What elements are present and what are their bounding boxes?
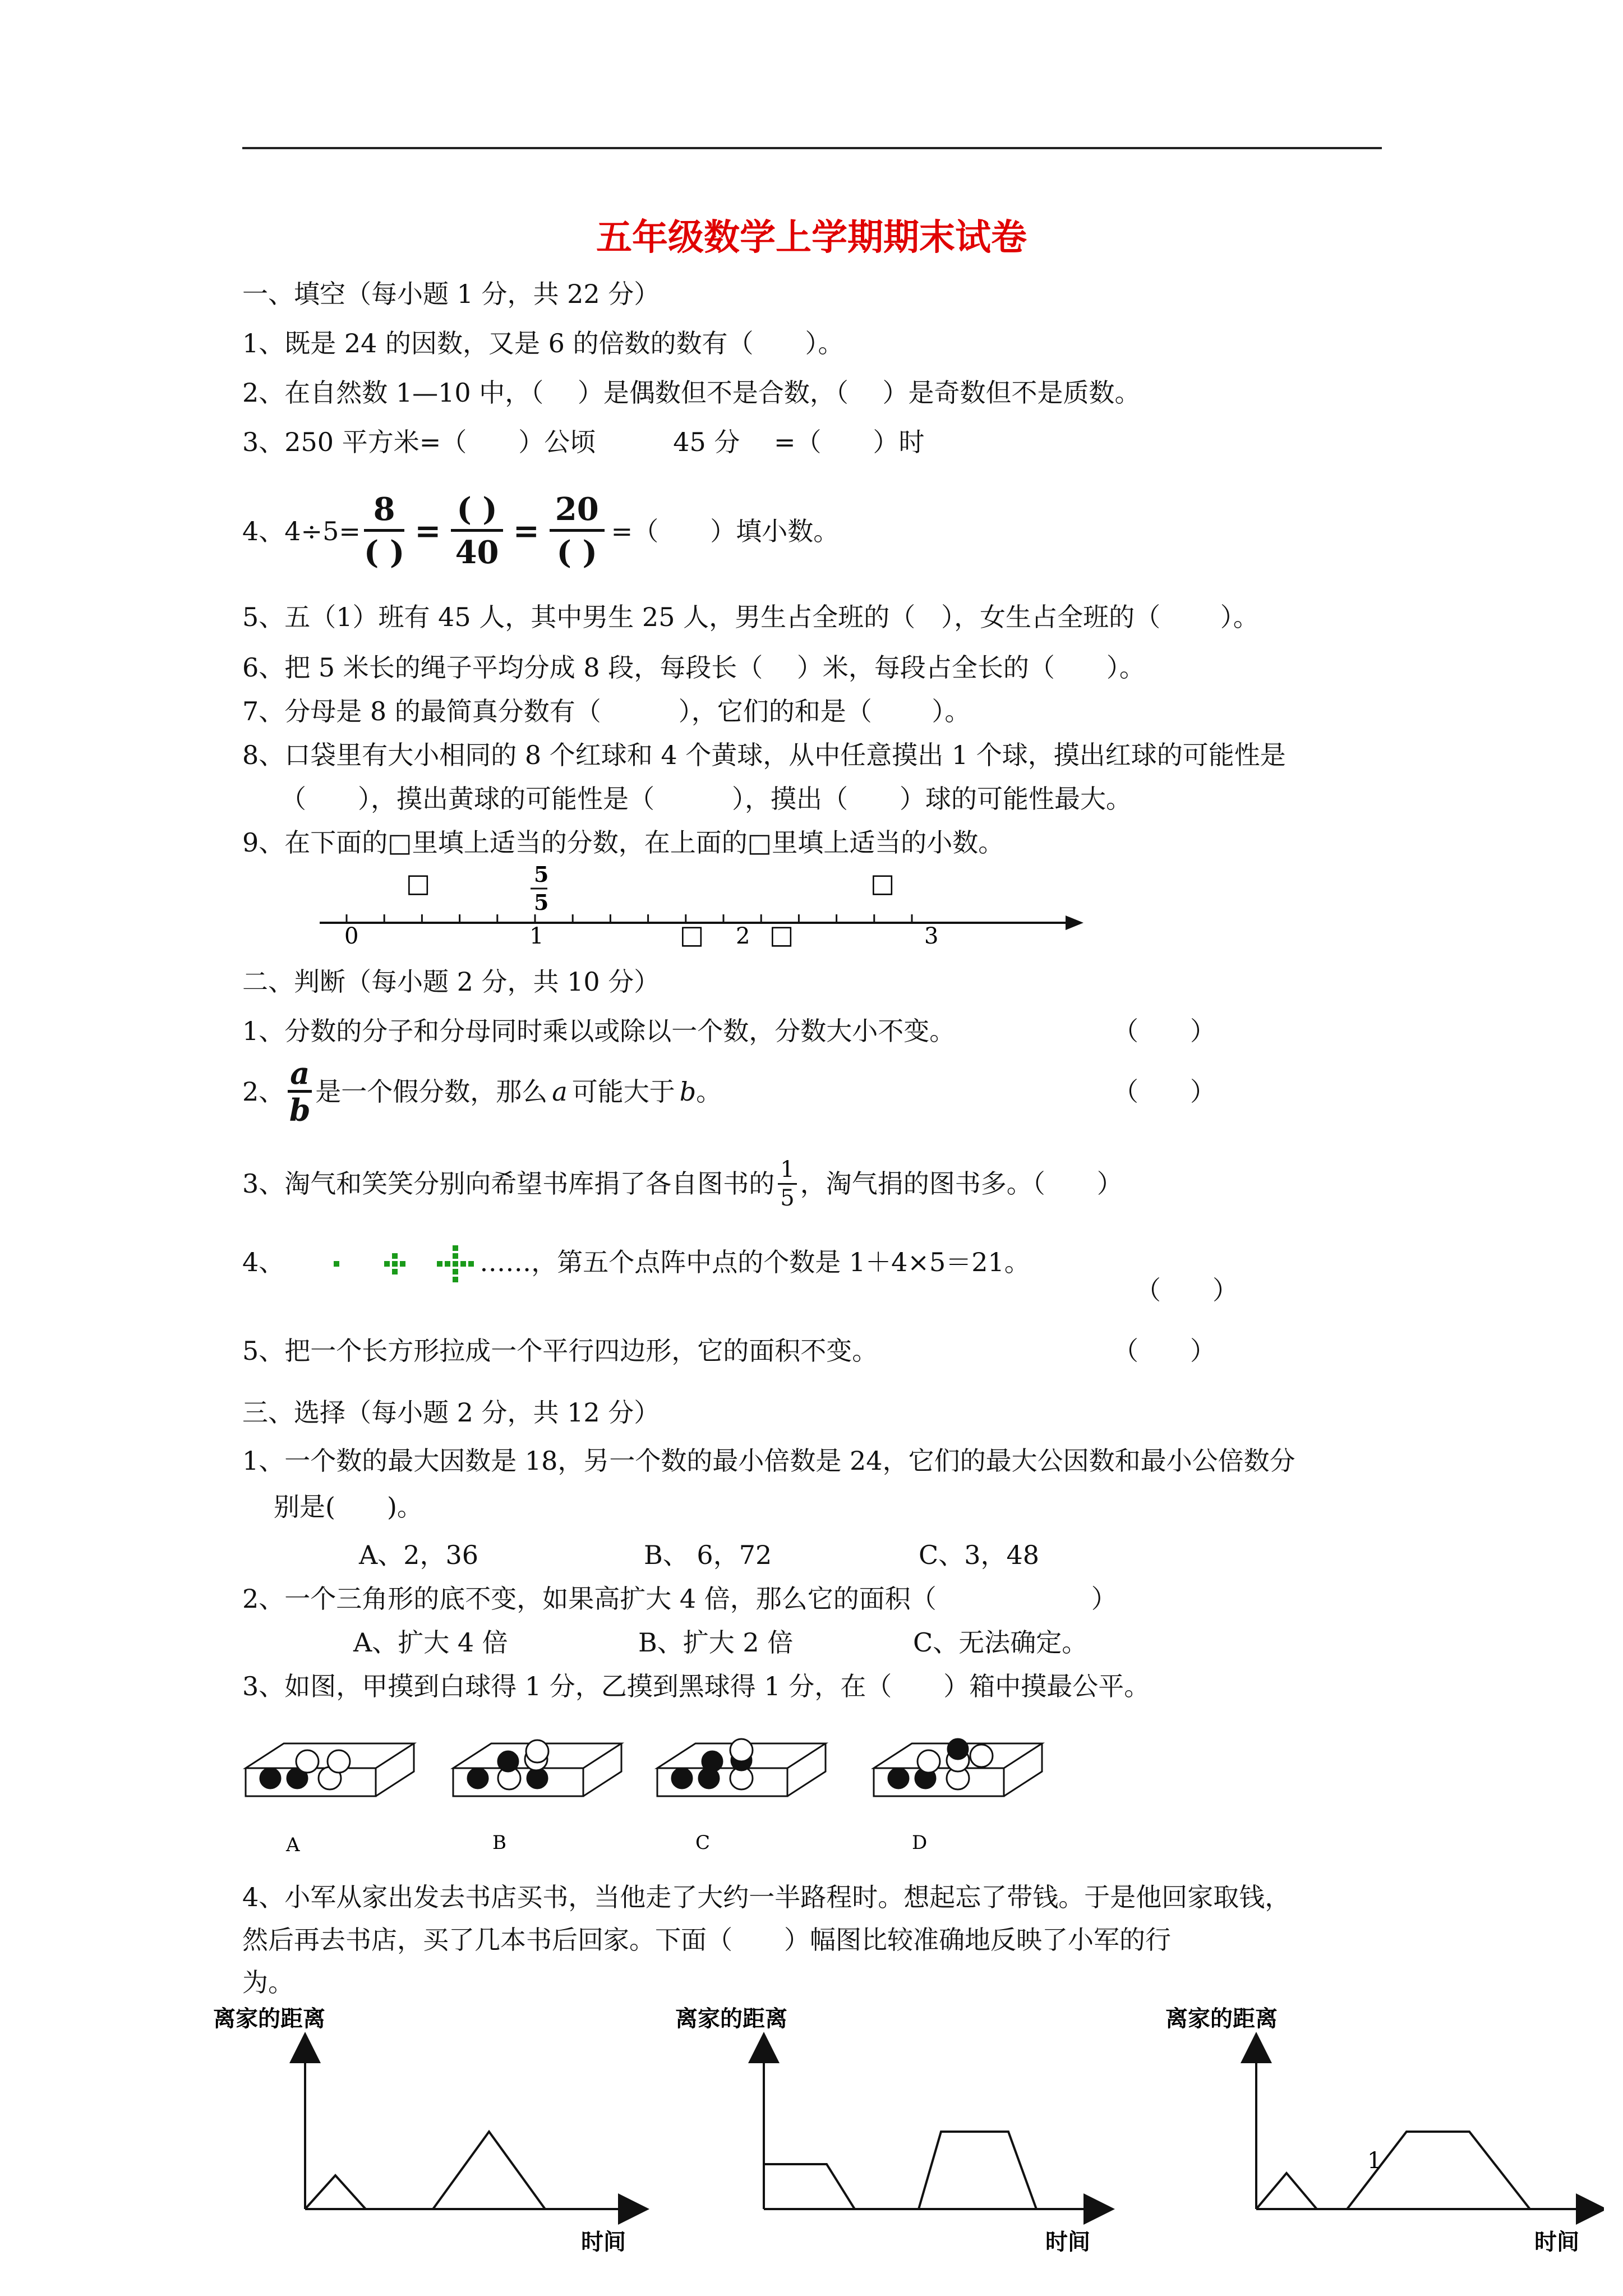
page-title: 五年级数学上学期期末试卷 bbox=[596, 217, 1027, 259]
s2-q2-prefix: 2、 bbox=[242, 1076, 285, 1107]
fraction-label-num: 5 bbox=[534, 862, 549, 887]
s1-q5: 5、五（1）班有 45 人，其中男生 25 人，男生占全班的（ ），女生占全班的（ ）。 bbox=[242, 602, 1259, 632]
s3-q2: 2、一个三角形的底不变，如果高扩大 4 倍，那么它的面积（ ） bbox=[242, 1584, 1117, 1614]
tick-label-3: 3 bbox=[924, 923, 939, 949]
distance-time-graphs bbox=[202, 1997, 1604, 2255]
answer-paren: （ ） bbox=[1113, 1076, 1216, 1107]
white-ball bbox=[730, 1739, 753, 1761]
answer-box-top: □ bbox=[406, 868, 431, 898]
s2-q3 bbox=[242, 1150, 1123, 1217]
graph-1 bbox=[213, 2005, 634, 2255]
s2-q1: 1、分数的分子和分母同时乘以或除以一个数，分数大小不变。 bbox=[242, 1016, 956, 1046]
s2-q2-mid: 可能大于 bbox=[571, 1076, 675, 1107]
equals-sign: = bbox=[414, 513, 441, 550]
fraction-denominator: b bbox=[289, 1092, 311, 1128]
black-ball bbox=[948, 1739, 968, 1759]
white-ball bbox=[526, 1740, 548, 1763]
box-label-a: A bbox=[286, 1834, 300, 1856]
fraction-denominator: ( ) bbox=[556, 533, 597, 571]
black-ball bbox=[468, 1768, 488, 1788]
number-line bbox=[303, 858, 1099, 954]
s2-q5: 5、把一个长方形拉成一个平行四边形，它的面积不变。 bbox=[242, 1336, 878, 1366]
s3-q1-option-a: A、2，36 bbox=[359, 1540, 479, 1570]
white-ball bbox=[296, 1750, 319, 1773]
graph-2 bbox=[675, 2005, 1099, 2255]
s2-q2-text: 是一个假分数，那么 bbox=[315, 1076, 548, 1107]
s2-q2 bbox=[242, 1055, 722, 1128]
fraction-numerator: 8 bbox=[364, 490, 405, 532]
fraction-label-den: 5 bbox=[534, 890, 549, 915]
fraction-numerator: ( ) bbox=[451, 490, 503, 532]
ball-box-a bbox=[246, 1743, 414, 1796]
s2-q4 bbox=[242, 1228, 1030, 1296]
ball-box-c bbox=[657, 1739, 826, 1796]
section1-heading: 一、填空（每小题 1 分，共 22 分） bbox=[242, 279, 660, 309]
answer-box-bottom: □ bbox=[680, 919, 704, 950]
answer-box-bottom: □ bbox=[769, 919, 794, 950]
graph-3-ylabel: 离家的距离 bbox=[1165, 2005, 1278, 2032]
s1-q1: 1、既是 24 的因数，又是 6 的倍数的数有（ ）。 bbox=[242, 328, 844, 358]
s2-q4-prefix: 4、 bbox=[242, 1247, 285, 1277]
s3-q1-line2: 别是( )。 bbox=[274, 1492, 423, 1522]
black-ball bbox=[888, 1768, 909, 1788]
s2-q2-end: 。 bbox=[696, 1076, 722, 1107]
s1-q4-fraction-2 bbox=[451, 490, 503, 573]
fraction-numerator: 20 bbox=[550, 490, 605, 532]
s3-q1-line1: 1、一个数的最大因数是 18，另一个数的最小倍数是 24，它们的最大公因数和最小公倍数分 bbox=[242, 1446, 1295, 1476]
s2-q3-end: ，淘气捐的图书多。（ ） bbox=[800, 1168, 1123, 1199]
tick-label-2: 2 bbox=[736, 923, 750, 949]
answer-paren: （ ） bbox=[1113, 1016, 1216, 1046]
box-label-b: B bbox=[492, 1832, 506, 1854]
equals-sign: = bbox=[513, 513, 540, 550]
s3-q1-option-b: B、 6，72 bbox=[644, 1540, 772, 1570]
s1-q9: 9、在下面的□里填上适当的分数，在上面的□里填上适当的小数。 bbox=[242, 827, 1004, 858]
graph-3-line bbox=[1256, 2132, 1537, 2209]
s1-q4-prefix: 4、4÷5= bbox=[242, 516, 361, 546]
s1-q8-line1: 8、口袋里有大小相同的 8 个红球和 4 个黄球，从中任意摸出 1 个球，摸出红球的可能性是 bbox=[242, 740, 1286, 770]
s3-q4-line2: 然后再去书店，买了几本书后回家。下面（ ）幅图比较准确地反映了小军的行 bbox=[242, 1925, 1171, 1955]
s3-q4-line3: 为。 bbox=[242, 1967, 294, 1998]
graph-1-line bbox=[305, 2132, 552, 2209]
graph-2-line bbox=[764, 2132, 1043, 2209]
graph-1-xlabel: 时间 bbox=[581, 2229, 626, 2255]
ball-box-d bbox=[874, 1739, 1042, 1796]
white-ball bbox=[970, 1745, 993, 1767]
s1-q4-fraction-1 bbox=[364, 490, 405, 573]
arrow-right-icon bbox=[1066, 915, 1083, 930]
fraction-denominator: 5 bbox=[780, 1185, 795, 1211]
variable-a: a bbox=[552, 1076, 568, 1107]
s3-q2-option-c: C、无法确定。 bbox=[913, 1627, 1088, 1658]
answer-paren: （ ） bbox=[1135, 1275, 1238, 1305]
tick-label-1: 1 bbox=[529, 923, 544, 949]
answer-paren: （ ） bbox=[1113, 1336, 1216, 1366]
section3-heading: 三、选择（每小题 2 分，共 12 分） bbox=[242, 1397, 660, 1428]
s1-q4-fraction-3 bbox=[550, 490, 605, 573]
graph-3 bbox=[1165, 2005, 1592, 2255]
dot-pattern-2 bbox=[384, 1253, 405, 1274]
variable-b: b bbox=[679, 1076, 697, 1107]
graph-2-ylabel: 离家的距离 bbox=[675, 2005, 787, 2032]
graph-1-ylabel: 离家的距离 bbox=[213, 2005, 325, 2032]
ball-boxes-figure bbox=[241, 1728, 1082, 1868]
section2-heading: 二、判断（每小题 2 分，共 10 分） bbox=[242, 967, 660, 997]
s3-q1-option-c: C、3，48 bbox=[919, 1540, 1039, 1570]
s2-q2-fraction bbox=[288, 1056, 312, 1128]
answer-box-top: □ bbox=[870, 868, 895, 898]
s2-q4-text: ……，第五个点阵中点的个数是 1＋4×5＝21。 bbox=[479, 1247, 1030, 1277]
s1-q3: 3、250 平方米=（ ）公顷 45 分 =（ ）时 bbox=[242, 427, 925, 457]
s1-q4-suffix: =（ ）填小数。 bbox=[611, 516, 840, 546]
graph-2-xlabel: 时间 bbox=[1045, 2229, 1090, 2255]
s3-q3: 3、如图，甲摸到白球得 1 分，乙摸到黑球得 1 分，在（ ）箱中摸最公平。 bbox=[242, 1671, 1150, 1701]
black-ball bbox=[672, 1768, 692, 1788]
s2-q3-text: 3、淘气和笑笑分别向希望书库捐了各自图书的 bbox=[242, 1168, 775, 1199]
s1-q6: 6、把 5 米长的绳子平均分成 8 段，每段长（ ）米，每段占全长的（ ）。 bbox=[242, 652, 1145, 683]
fraction-denominator: 40 bbox=[455, 533, 499, 571]
graph-3-mark: 1 bbox=[1367, 2148, 1382, 2174]
dot-pattern-figure bbox=[284, 1228, 475, 1296]
fraction-numerator: 1 bbox=[778, 1156, 796, 1185]
white-ball bbox=[917, 1750, 940, 1773]
box-label-c: C bbox=[695, 1832, 711, 1854]
s3-q4-line1: 4、小军从家出发去书店买书，当他走了大约一半路程时。想起忘了带钱。于是他回家取钱， bbox=[242, 1882, 1291, 1912]
ball-box-b bbox=[453, 1740, 621, 1796]
fraction-denominator: ( ) bbox=[363, 533, 405, 571]
dot-pattern-1 bbox=[334, 1261, 339, 1267]
s3-q2-option-b: B、扩大 2 倍 bbox=[638, 1627, 794, 1658]
tick-label-0: 0 bbox=[344, 923, 359, 949]
s1-q2: 2、在自然数 1—10 中，（ ）是偶数但不是合数，（ ）是奇数但不是质数。 bbox=[242, 378, 1141, 408]
fraction-numerator: a bbox=[288, 1056, 312, 1093]
white-ball bbox=[328, 1750, 350, 1773]
top-rule bbox=[242, 147, 1382, 149]
s1-q4 bbox=[242, 484, 839, 579]
box-label-d: D bbox=[912, 1832, 928, 1854]
black-ball bbox=[260, 1768, 280, 1788]
s1-q7: 7、分母是 8 的最简真分数有（ ），它们的和是（ ）。 bbox=[242, 696, 971, 726]
s2-q3-fraction bbox=[778, 1156, 796, 1212]
s3-q2-option-a: A、扩大 4 倍 bbox=[353, 1627, 508, 1658]
graph-3-xlabel: 时间 bbox=[1534, 2229, 1579, 2255]
black-ball bbox=[498, 1751, 518, 1772]
black-ball bbox=[702, 1751, 722, 1772]
s1-q8-line2: （ ），摸出黄球的可能性是（ ），摸出（ ）球的可能性最大。 bbox=[280, 784, 1132, 814]
dot-pattern-3 bbox=[437, 1245, 474, 1282]
